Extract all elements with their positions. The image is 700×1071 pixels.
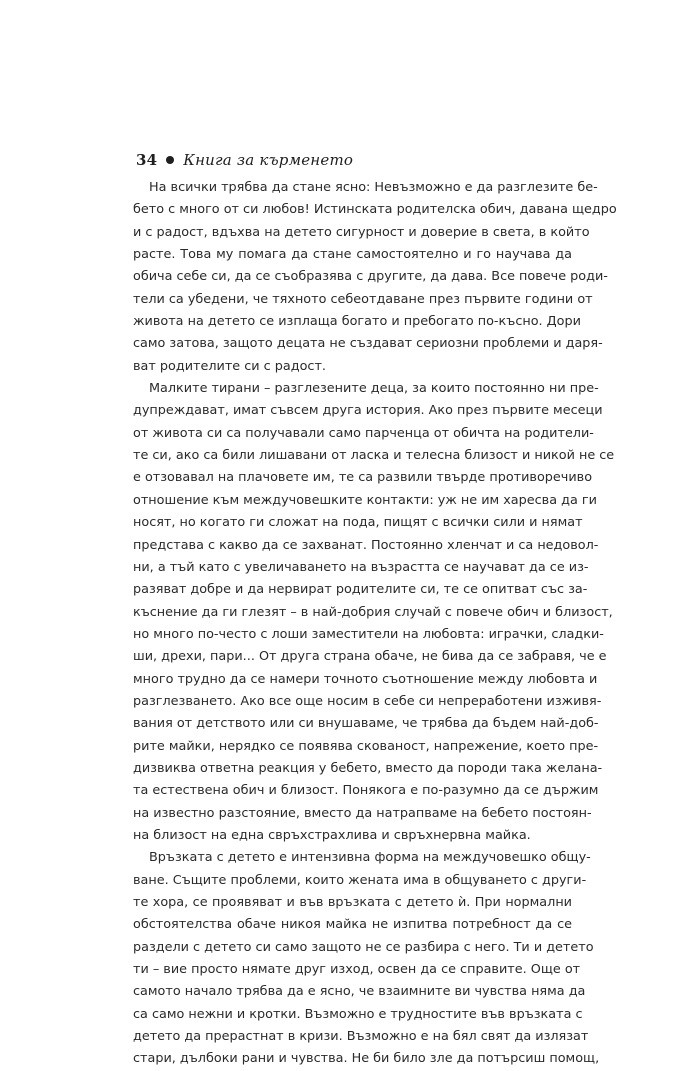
text-line: представа с какво да се захванат. Постоянно хленчат и са недовол- (133, 537, 599, 553)
text-line: носят, но когато ги сложат на пода, пищят с всички сили и нямат (133, 515, 583, 531)
text-line: обстоятелства обаче никоя майка не изпитва потребност да се (133, 917, 572, 933)
body-text (133, 177, 617, 1071)
text-line: Връзката с детето е интензивна форма на междучовешко общу- (149, 850, 591, 866)
text-line: стари, дълбоки рани и чувства. Не би било зле да потърсиш помощ, (133, 1051, 600, 1067)
text-line: обича себе си, да се съобразява с другите, да дава. Все повече роди- (133, 269, 608, 285)
text-line: много трудно да се намери точното съотношение между любовта и (133, 671, 598, 687)
text-line: детето да прерастнат в кризи. Възможно е на бял свят да излязат (133, 1029, 589, 1045)
text-line: те си, ако са били лишавани от ласка и телесна близост и никой не се (133, 448, 615, 464)
text-line: и с радост, вдъхва на детето сигурност и доверие в света, в който (133, 224, 590, 240)
text-line: бето с много от си любов! Истинската родителска обич, давана щедро (133, 202, 617, 218)
text-line: та естествена обич и близост. Понякога е по-разумно да се държим (133, 783, 599, 799)
text-line: на известно разстояние, вместо да натрапваме на бебето постоян- (133, 805, 592, 821)
text-line: само затова, защото децата не създават сериозни проблеми и даря- (133, 336, 603, 352)
text-line: са само нежни и кротки. Възможно е трудностите във връзката с (133, 1006, 583, 1022)
page-number: 34 (136, 151, 158, 169)
text-line: расте. Това му помага да стане самостоятелно и го научава да (133, 247, 572, 263)
text-line: Малките тирани – разглезените деца, за които постоянно ни пре- (149, 381, 599, 397)
text-line: е отзовавал на плачовете им, те са развили твърде противоречиво (133, 470, 593, 486)
book-title: Книга за кърменето (183, 151, 354, 169)
text-line: разглезването. Ако все още носим в себе си непреработени изживя- (133, 693, 602, 709)
text-line: ши, дрехи, пари... От друга страна обаче, не бива да се забравя, че е (133, 649, 607, 665)
text-line: рите майки, нерядко се появява скованост, напрежение, което пре- (133, 738, 599, 754)
text-line: те хора, се проявяват и във връзката с детето ѝ. При нормални (133, 895, 572, 910)
text-line: ване. Същите проблеми, които жената има в общуването с други- (133, 872, 587, 888)
text-line: дизвиква ответна реакция у бебето, вместо да породи така желана- (133, 760, 603, 776)
text-line: отношение към междучовешките контакти: уж не им харесва да ги (133, 492, 597, 508)
text-line: ват родителите си с радост. (133, 358, 326, 374)
text-line: къснение да ги глезят – в най-добрия случай с повече обич и близост, (133, 604, 613, 620)
running-head (136, 148, 596, 172)
text-line: тели са убедени, че тяхното себеотдаване през първите години от (133, 291, 593, 307)
text-line: ни, а тъй като с увеличаването на възрастта се научават да се из- (133, 559, 589, 575)
bullet-icon (166, 156, 174, 164)
text-line: На всички трябва да стане ясно: Невъзможно е да разглезите бе- (149, 180, 598, 195)
text-line: раздели с детето си само защото не се разбира с него. Ти и детето (133, 939, 594, 955)
text-line: на близост на една свръхстрахлива и свръхнервна майка. (133, 827, 531, 843)
text-line: самото начало трябва да е ясно, че взаимните ви чувства няма да (133, 984, 586, 1000)
text-line: живота на детето се изплаща богато и пребогато по-късно. Дори (133, 314, 581, 330)
text-line: от живота си са получавали само парченца от обичта на родители- (133, 425, 594, 441)
text-line: вания от детството или си внушаваме, че трябва да бъдем най-доб- (133, 716, 599, 732)
text-line: дупреждават, имат съвсем друга история. Ако през първите месеци (133, 403, 603, 419)
text-line: но много по-често с лоши заместители на любовта: играчки, сладки- (133, 626, 604, 642)
text-line: ти – вие просто нямате друг изход, освен да се справите. Още от (133, 962, 581, 978)
text-line: разяват добре и да нервират родителите си, те се опитват със за- (133, 582, 588, 598)
